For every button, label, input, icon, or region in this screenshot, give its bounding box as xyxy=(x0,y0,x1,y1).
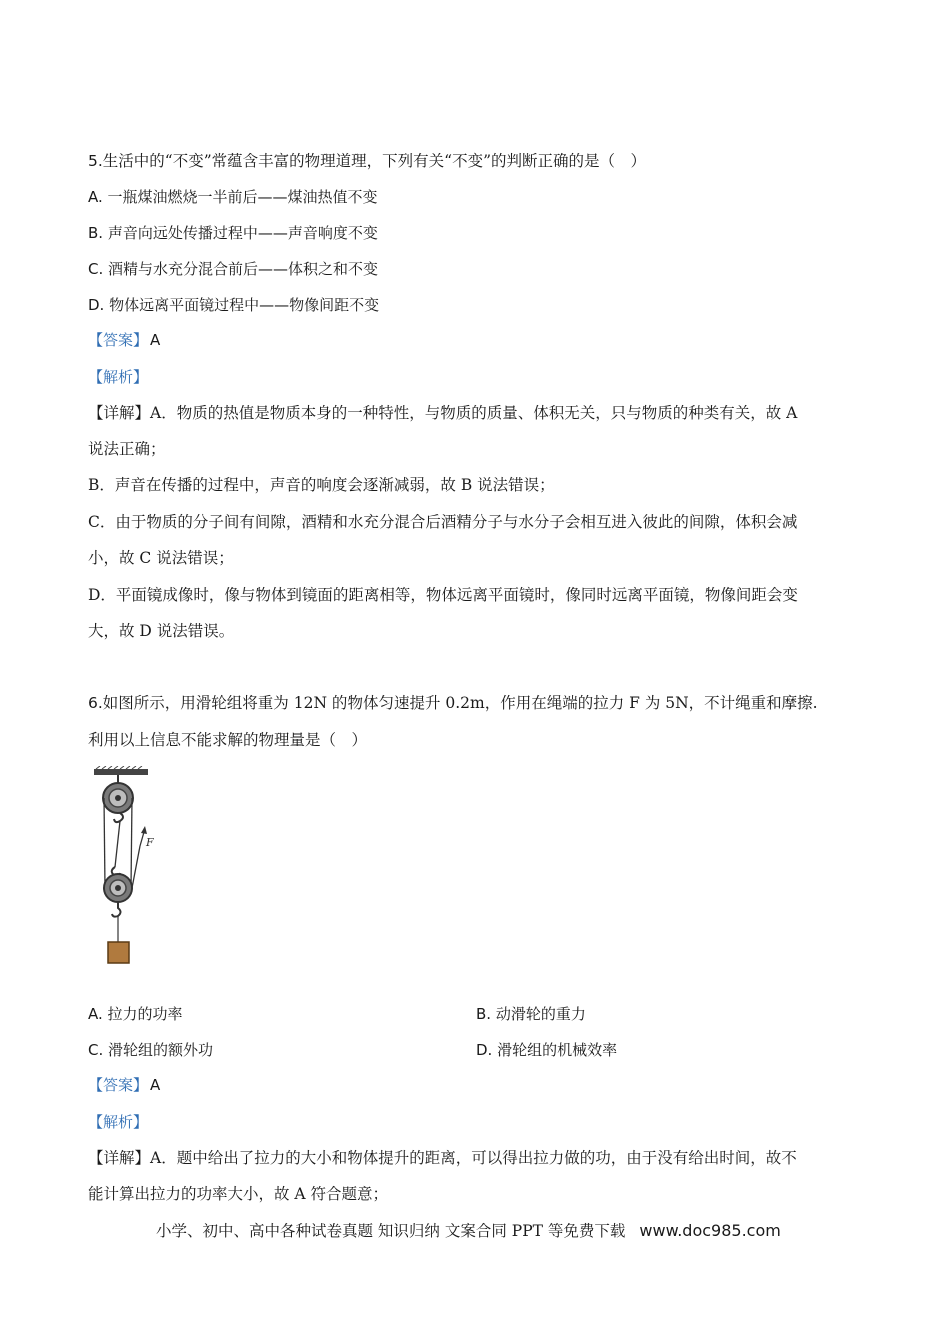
q5-answer-tag: 【答案】 xyxy=(88,331,149,349)
q6-number: 6. xyxy=(88,694,103,712)
q5-detail-line-6: D．平面镜成像时，像与物体到镜面的距离相等，物体远离平面镜时，像同时远离平面镜，物像间距会变 xyxy=(88,586,798,604)
q5-option-c: C. 酒精与水充分混合前后——体积之和不变 xyxy=(88,260,379,278)
q6-option-a: A. 拉力的功率 xyxy=(88,1005,183,1023)
q6-answer-value: A xyxy=(150,1076,161,1094)
q6-option-b: B. 动滑轮的重力 xyxy=(476,1005,586,1023)
footer-site-link[interactable]: www.doc985.com xyxy=(639,1221,781,1240)
q5-answer xyxy=(88,329,160,351)
q6-detail-line-1 xyxy=(88,1147,797,1169)
q5-detail-tag: 【详解】 xyxy=(88,404,151,422)
weight-block xyxy=(108,942,129,963)
q5-detail-line-4: C．由于物质的分子间有间隙，酒精和水充分混合后酒精分子与水分子会相互进入彼此的间隙，体积会减 xyxy=(88,513,798,531)
q6-detail-line-2: 能计算出拉力的功率大小，故 A 符合题意； xyxy=(88,1185,389,1203)
q5-option-d: D. 物体远离平面镜过程中——物像间距不变 xyxy=(88,296,380,314)
q5-stem xyxy=(88,150,646,172)
q5-detail-line-1 xyxy=(88,402,797,424)
q5-stem-text: 生活中的“不变”常蕴含丰富的物理道理，下列有关“不变”的判断正确的是（ ） xyxy=(102,152,646,170)
q6-analysis-tag: 【解析】 xyxy=(88,1113,149,1131)
footer-text: 小学、初中、高中各种试卷真题 知识归纳 文案合同 PPT 等免费下载 xyxy=(156,1222,626,1240)
ceiling-bar xyxy=(94,769,148,775)
q6-detail-text-1: A．题中给出了拉力的大小和物体提升的距离，可以得出拉力做的功，由于没有给出时间，故不 xyxy=(150,1149,797,1167)
movable-pulley xyxy=(104,874,132,902)
q6-option-c: C. 滑轮组的额外功 xyxy=(88,1041,214,1059)
q5-option-a: A. 一瓶煤油燃烧一半前后——煤油热值不变 xyxy=(88,188,378,206)
q6-answer xyxy=(88,1074,160,1096)
ceiling-hatch xyxy=(96,766,142,769)
q5-detail-text-1: A．物质的热值是物质本身的一种特性，与物质的质量、体积无关，只与物质的种类有关，故 A xyxy=(150,404,798,422)
q5-detail-line-5: 小，故 C 说法错误； xyxy=(88,549,234,567)
q5-detail-line-3: B．声音在传播的过程中，声音的响度会逐渐减弱，故 B 说法错误； xyxy=(88,476,555,494)
force-label: F xyxy=(146,836,154,849)
pulley-system-figure xyxy=(88,766,168,968)
page-footer xyxy=(156,1219,781,1241)
q5-detail-line-7: 大，故 D 说法错误。 xyxy=(88,622,235,640)
q6-stem-line-1 xyxy=(88,692,818,714)
q5-number: 5. xyxy=(88,152,103,170)
q6-answer-tag: 【答案】 xyxy=(88,1076,149,1094)
q6-detail-tag: 【详解】 xyxy=(88,1149,151,1167)
q5-answer-value: A xyxy=(150,331,161,349)
fixed-pulley-hook xyxy=(114,813,123,822)
q5-detail-line-2: 说法正确； xyxy=(88,440,166,458)
movable-pulley-bottom-hook xyxy=(112,902,121,917)
q6-stem-line-2: 利用以上信息不能求解的物理量是（ ） xyxy=(88,731,368,749)
q5-analysis-tag: 【解析】 xyxy=(88,368,149,386)
q5-option-b: B. 声音向远处传播过程中——声音响度不变 xyxy=(88,224,378,242)
q6-stem-text-1: 如图所示，用滑轮组将重为 12N 的物体匀速提升 0.2m，作用在绳端的拉力 F 为 5N，不计绳重和摩擦. xyxy=(102,694,818,712)
fixed-pulley xyxy=(103,783,133,813)
q6-option-d: D. 滑轮组的机械效率 xyxy=(476,1041,618,1059)
